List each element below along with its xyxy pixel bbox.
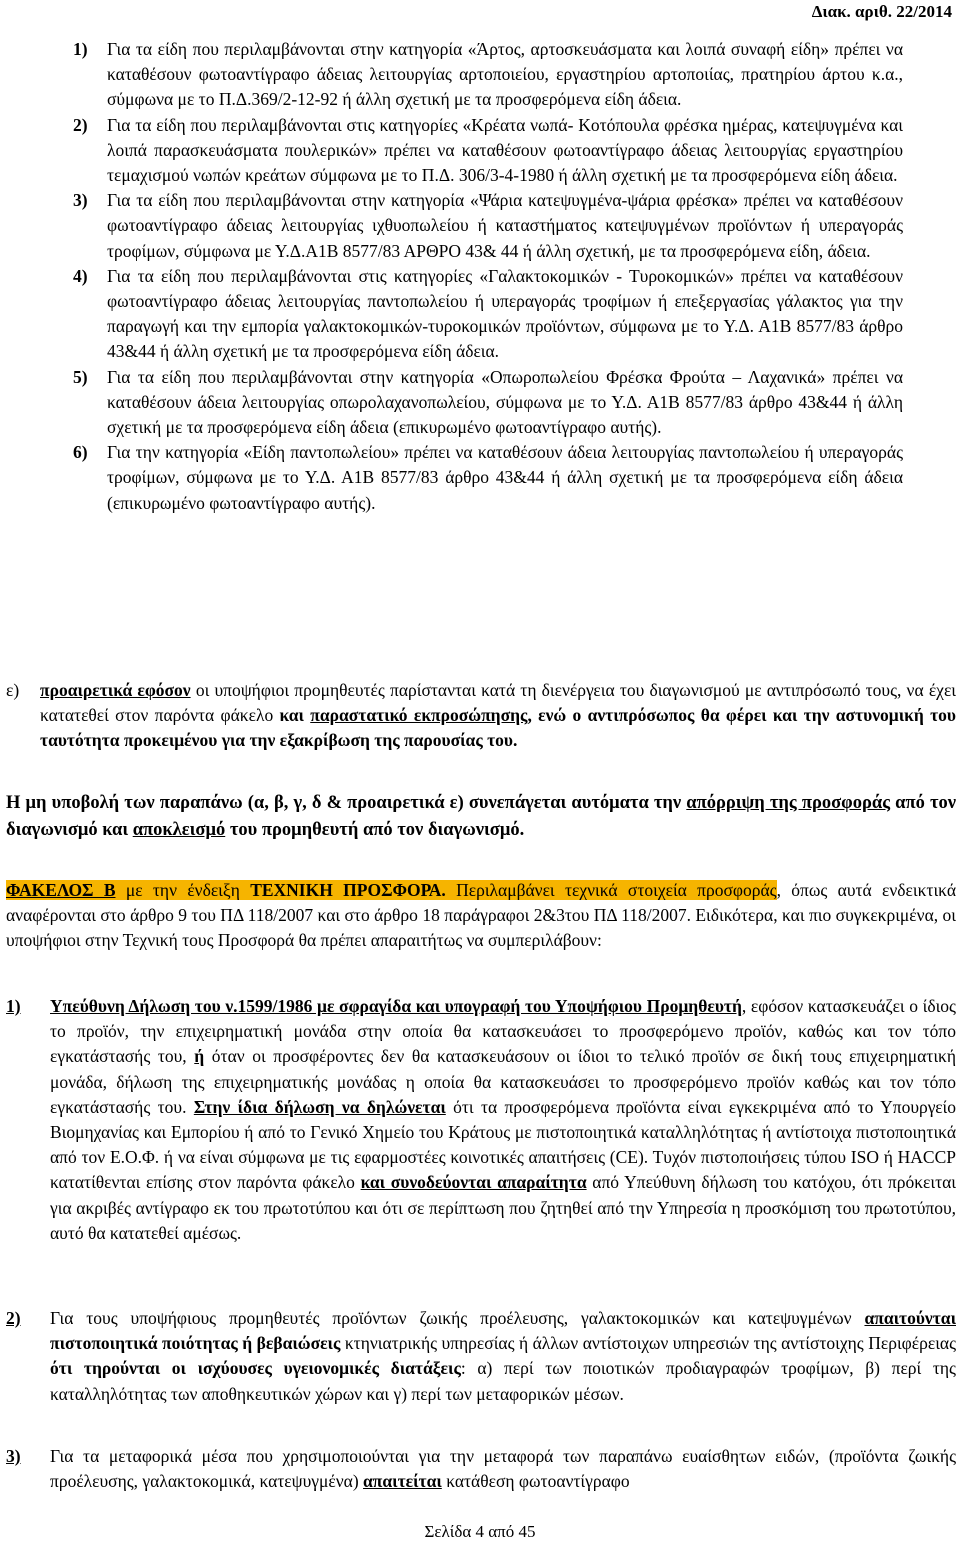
license-requirements-list bbox=[73, 37, 903, 516]
list-item: 3) Για τα είδη που περιλαμβάνονται στην κατηγορία «Ψάρια κατεψυγμένα-ψάρια φρέσκα» πρέπει να καταθέσουν φωτοαντίγραφο άδειας λειτουργίας ιχθυοπωλείου ή καταστήματος κατεψυγμένων προϊόντων ή υπεραγοράς τροφίμων, σύμφωνα με Υ.Δ.Α1Β 8577/83 ΑΡΘΡΟ 43& 44 ή άλλη σχετική, με τα προσφερόμενα είδη, άδεια. bbox=[73, 190, 903, 261]
section-title: ΦΑΚΕΛΟΣ Β bbox=[6, 880, 116, 900]
tech-item-3: 3) Για τα μεταφορικά μέσα που χρησιμοποιούνται για την μεταφορά των παραπάνω ευαίσθητων ειδών, (προϊόντα ζωικής προέλευσης, γαλακτοκομικά, κατεψυγμένα) απαιτείται κατάθεση φωτοαντίγραφο bbox=[6, 1446, 956, 1492]
list-item: 4) Για τα είδη που περιλαμβάνονται στις κατηγορίες «Γαλακτοκομικών - Τυροκομικών» πρέπει να καταθέσουν φωτοαντίγραφο άδειας λειτουργίας παντοπωλείου ή υπεραγοράς τροφίμων ή επεξεργασίας γάλακτος για την παραγωγή και την εμπορία γαλακτοκομικών-τυροκομικών προϊόντων, σύμφωνα με το Υ.Δ. Α1Β 8577/83 άρθρο 43&44 ή άλλη σχετική με τα προσφερόμενα είδη άδεια. bbox=[73, 265, 903, 362]
envelope-b-section: ΦΑΚΕΛΟΣ Β με την ένδειξη ΤΕΧΝΙΚΗ ΠΡΟΣΦΟΡΑ. Περιλαμβάνει τεχνικά στοιχεία προσφοράς, όπως αυτά ενδεικτικά αναφέρονται στο άρθρο 9 του ΠΔ 118/2007 και στο άρθρο 18 παράγραφοι 2&3του ΠΔ 118/2007. Ειδικότερα, και πιο συγκεκριμένα, οι υποψήφιοι στην Τεχνική τους Προσφορά θα πρέπει απαραιτήτως να συμπεριλάβουν: bbox=[6, 880, 956, 951]
list-item: 6) Για την κατηγορία «Είδη παντοπωλείου» πρέπει να καταθέσουν άδεια λειτουργίας παντοπωλείου ή υπεραγοράς τροφίμων, σύμφωνα με το Υ.Δ. Α1Β 8577/83 άρθρο 43&44 ή άλλη σχετική με τα προσφερόμενα είδη άδεια (επικυρωμένο φωτοαντίγραφο αυτής). bbox=[73, 442, 903, 513]
document-number: Διακ. αριθ. 22/2014 bbox=[811, 2, 952, 21]
rejection-warning: Η μη υποβολή των παραπάνω (α, β, γ, δ & προαιρετικά ε) συνεπάγεται αυτόματα την απόρριψη της προσφοράς από τον διαγωνισμό και αποκλεισμό του προμηθευτή από τον διαγωνισμό. bbox=[6, 793, 956, 840]
list-item: 2) Για τα είδη που περιλαμβάνονται στις κατηγορίες «Κρέατα νωπά- Κοτόπουλα φρέσκα ημέρας, κατεψυγμένα και λοιπά παρασκευάσματα πουλερικών» πρέπει να καταθέσουν φωτοαντίγραφο άδειας λειτουργίας εργαστηρίου τεμαχισμού νωπών κρεάτων σύμφωνα με το Π.Δ. 306/3-4-1980 ή άλλη σχετική με τα προσφερόμενα είδη άδεια. bbox=[73, 114, 903, 186]
list-item: 1) Για τα είδη που περιλαμβάνονται στην κατηγορία «Άρτος, αρτοσκευάσματα και λοιπά συναφή είδη» πρέπει να καταθέσουν φωτοαντίγραφο άδειας λειτουργίας αρτοποιείου, εργαστηρίου αρτοποιίας, πρατηρίου άρτου κ.α., σύμφωνα με το Π.Δ.369/2-12-92 ή άλλη σχετική με τα προσφερόμενα είδη άδεια. bbox=[73, 39, 903, 110]
tech-item-2: 2) Για τους υποψήφιους προμηθευτές προϊόντων ζωικής προέλευσης, γαλακτοκομικών και κατεψυγμένων απαιτούνται πιστοποιητικά ποιότητας ή βεβαιώσεις κτηνιατρικής υπηρεσίας ή άλλων αντίστοιχων υπηρεσιών της αντίστοιχης Περιφέρειας ότι τηρούνται οι ισχύουσες υγειονομικές διατάξεις: α) περί των ποιοτικών προδιαγραφών τροφίμων, β) περί της καταλληλότητας των αποθηκευτικών χώρων και γ) περί των μεταφορικών μέσων. bbox=[6, 1308, 956, 1404]
optional-representation-item: ε) προαιρετικά εφόσον οι υποψήφιοι προμηθευτές παρίστανται κατά τη διενέργεια του διαγωνισμού με αντιπρόσωπό τους, να έχει κατατεθεί στον παρόντα φάκελο και παραστατικό εκπροσώπησης, ενώ ο αντιπρόσωπος θα φέρει και την αστυνομική του ταυτότητα προκειμένου για την εξακρίβωση της παρουσίας του. bbox=[6, 680, 956, 751]
list-item: 5) Για τα είδη που περιλαμβάνονται στην κατηγορία «Οπωροπωλείου Φρέσκα Φρούτα – Λαχανικά» πρέπει να καταθέσουν άδεια λειτουργίας οπωρολαχανοπωλείου, σύμφωνα με το Υ.Δ. Α1Β 8577/83 άρθρο 43&44 ή άλλη σχετική με τα προσφερόμενα είδη άδεια (επικυρωμένο φωτοαντίγραφο αυτής). bbox=[73, 366, 903, 438]
tech-item-1: 1) Υπεύθυνη Δήλωση του ν.1599/1986 με σφραγίδα και υπογραφή του Υποψήφιου Προμηθευτή, εφόσον κατασκευάζει ο ίδιος το προϊόν, την επιχειρηματική μονάδα στην οποία θα κατασκευάσει το προσφερόμενο προϊόν, καθώς και τον τόπο εγκατάστασής του, ή όταν οι προσφέροντες δεν θα κατασκευάσουν οι ίδιοι το τελικό προϊόν σε δική τους επιχειρηματική μονάδα, δήλωση της επιχειρηματικής μονάδας η οποία θα κατασκευάσει το προσφερόμενο προϊόν καθώς και τον τόπο εγκατάστασής του. Στην ίδια δήλωση να δηλώνεται ότι τα προσφερόμενα προϊόντα είναι εγκεκριμένα από το Υπουργείο Βιομηχανίας και Εμπορίου ή από το Γενικό Χημείο του Κράτους με πιστοποιητικά καταλληλότητας ή αντίστοιχα πιστοποιητικά από τον Ε.Ο.Φ. ή να είναι σύμφωνα με τις εφαρμοστέες κοινοτικές απαιτήσεις (CE). Τυχόν πιστοποιήσεις τύπου ISO ή HACCP κατατίθενται επίσης στον παρόντα φάκελο και συνοδεύονται απαραίτητα από Υπεύθυνη δήλωση του κατόχου, ότι πρόκειται για ακριβές αντίγραφο εκ του πρωτοτύπου και ότι σε περίπτωση που ζητηθεί από την Υπηρεσία η προσκόμιση του πρωτοτύπου, αυτό θα κατατεθεί αμέσως. bbox=[6, 996, 957, 1243]
page-number: Σελίδα 4 από 45 bbox=[424, 1522, 536, 1541]
